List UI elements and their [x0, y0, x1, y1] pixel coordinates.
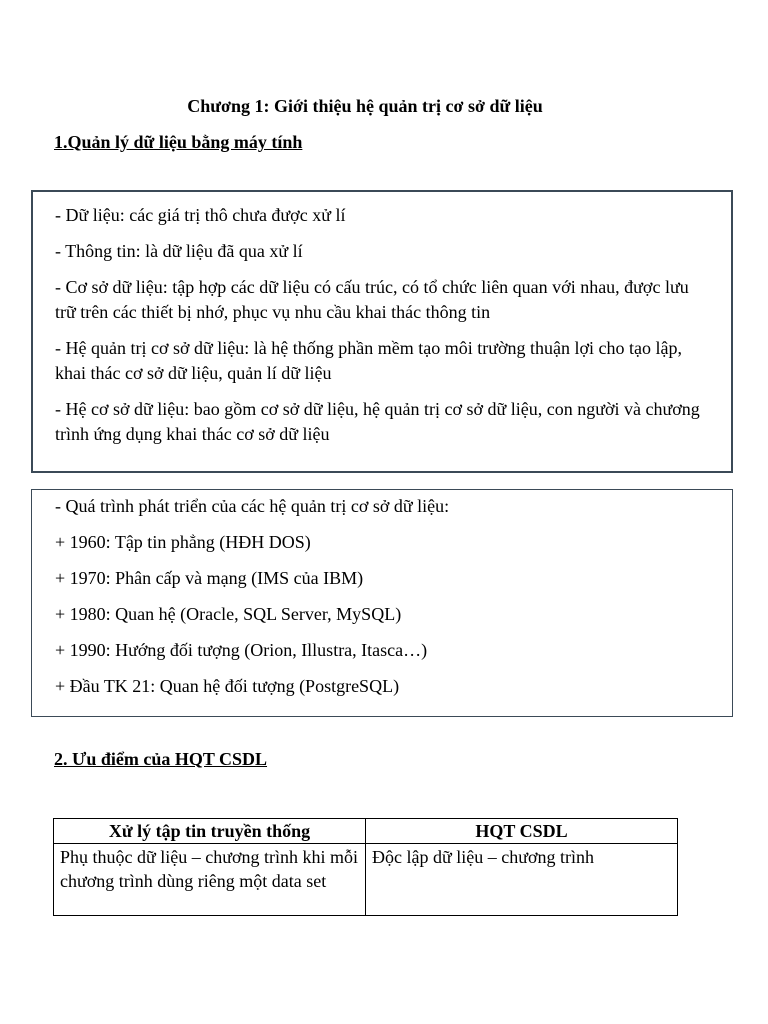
history-item: + 1970: Phân cấp và mạng (IMS của IBM): [55, 568, 364, 588]
table-row: [54, 844, 678, 916]
history-box: [31, 489, 733, 717]
section-1-heading: 1.Quản lý dữ liệu bằng máy tính: [54, 132, 303, 152]
page-title: Chương 1: Giới thiệu hệ quản trị cơ sở dữ liệu: [187, 96, 543, 116]
history-item: + 1960: Tập tin phẳng (HĐH DOS): [55, 532, 311, 552]
table-header-row: [54, 819, 678, 844]
history-item: + Đầu TK 21: Quan hệ đối tượng (PostgreSQL): [55, 676, 400, 696]
table-header-cell: Xử lý tập tin truyền thống: [54, 819, 366, 844]
definition-item: - Hệ cơ sở dữ liệu: bao gồm cơ sở dữ liệu, hệ quản trị cơ sở dữ liệu, con người và chương trình ứng dụng khai thác cơ sở dữ liệu: [55, 399, 700, 444]
table-header-cell: HQT CSDL: [366, 819, 678, 844]
definition-item: - Thông tin: là dữ liệu đã qua xử lí: [55, 241, 303, 261]
comparison-table: [53, 818, 678, 916]
definition-item: - Hệ quản trị cơ sở dữ liệu: là hệ thống phần mềm tạo môi trường thuận lợi cho tạo lập, khai thác cơ sở dữ liệu, quản lí dữ liệu: [55, 338, 682, 383]
history-item: + 1990: Hướng đối tượng (Orion, Illustra, Itasca…): [55, 640, 428, 660]
section-2-heading: 2. Ưu điểm của HQT CSDL: [54, 749, 268, 769]
definitions-box: [31, 190, 733, 473]
table-cell: Phụ thuộc dữ liệu – chương trình khi mỗi chương trình dùng riêng một data set: [54, 844, 366, 916]
history-intro: - Quá trình phát triển của các hệ quản trị cơ sở dữ liệu:: [55, 496, 450, 516]
definition-item: - Cơ sở dữ liệu: tập hợp các dữ liệu có cấu trúc, có tổ chức liên quan với nhau, được lưu trữ trên các thiết bị nhớ, phục vụ nhu cầu khai thác thông tin: [55, 277, 689, 322]
history-item: + 1980: Quan hệ (Oracle, SQL Server, MySQL): [55, 604, 402, 624]
definition-item: - Dữ liệu: các giá trị thô chưa được xử lí: [55, 205, 346, 225]
table-cell: Độc lập dữ liệu – chương trình: [366, 844, 678, 916]
